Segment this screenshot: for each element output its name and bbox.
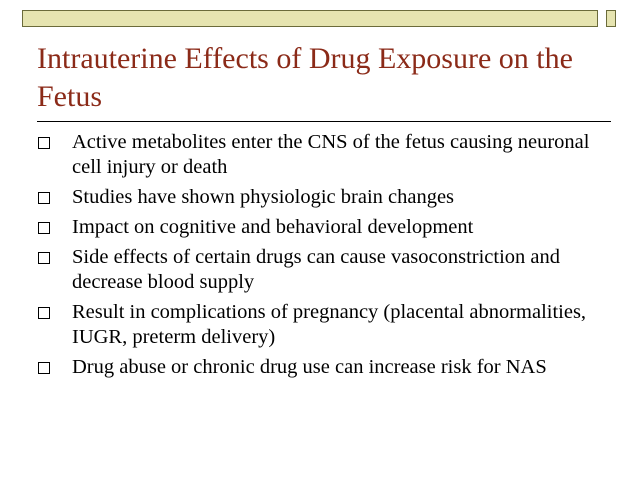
bullet-list <box>38 130 618 385</box>
band-block-large <box>22 10 598 27</box>
bullet-item <box>38 300 618 350</box>
square-bullet-icon <box>38 192 50 204</box>
square-bullet-icon <box>38 252 50 264</box>
bullet-item <box>38 245 618 295</box>
bullet-text: Drug abuse or chronic drug use can increase risk for NAS <box>72 356 547 378</box>
bullet-item <box>38 185 618 210</box>
square-bullet-icon <box>38 222 50 234</box>
bullet-text: Active metabolites enter the CNS of the fetus causing neuronal cell injury or death <box>72 131 590 178</box>
bullet-text: Impact on cognitive and behavioral development <box>72 216 474 238</box>
band-block-small <box>606 10 616 27</box>
slide-title: Intrauterine Effects of Drug Exposure on the Fetus <box>37 42 573 113</box>
bullet-text: Studies have shown physiologic brain changes <box>72 186 455 208</box>
bullet-text: Result in complications of pregnancy (placental abnormalities, IUGR, preterm delivery) <box>72 301 587 348</box>
bullet-item <box>38 355 618 380</box>
square-bullet-icon <box>38 307 50 319</box>
title-divider <box>37 121 611 122</box>
square-bullet-icon <box>38 137 50 149</box>
bullet-text: Side effects of certain drugs can cause vasoconstriction and decrease blood supply <box>72 246 561 293</box>
decorative-top-band <box>22 10 616 27</box>
square-bullet-icon <box>38 362 50 374</box>
bullet-item <box>38 130 618 180</box>
bullet-item <box>38 215 618 240</box>
